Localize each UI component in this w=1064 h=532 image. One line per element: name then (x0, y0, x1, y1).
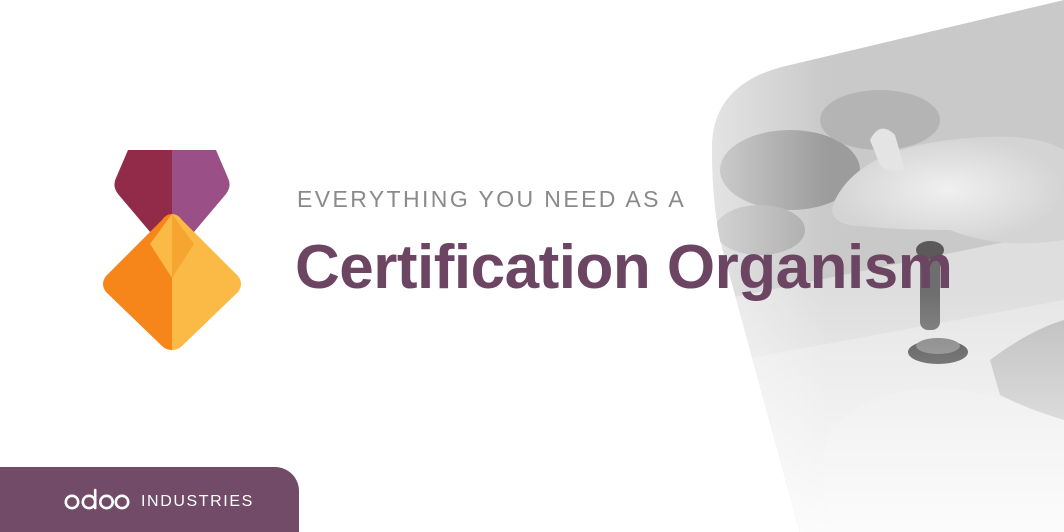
medal-diamond-icon (100, 148, 244, 352)
industries-label: INDUSTRIES (141, 493, 254, 510)
odoo-logo (64, 487, 130, 515)
page-title: Certification Organism (295, 233, 953, 302)
eyebrow-text: EVERYTHING YOU NEED AS A (297, 186, 687, 212)
